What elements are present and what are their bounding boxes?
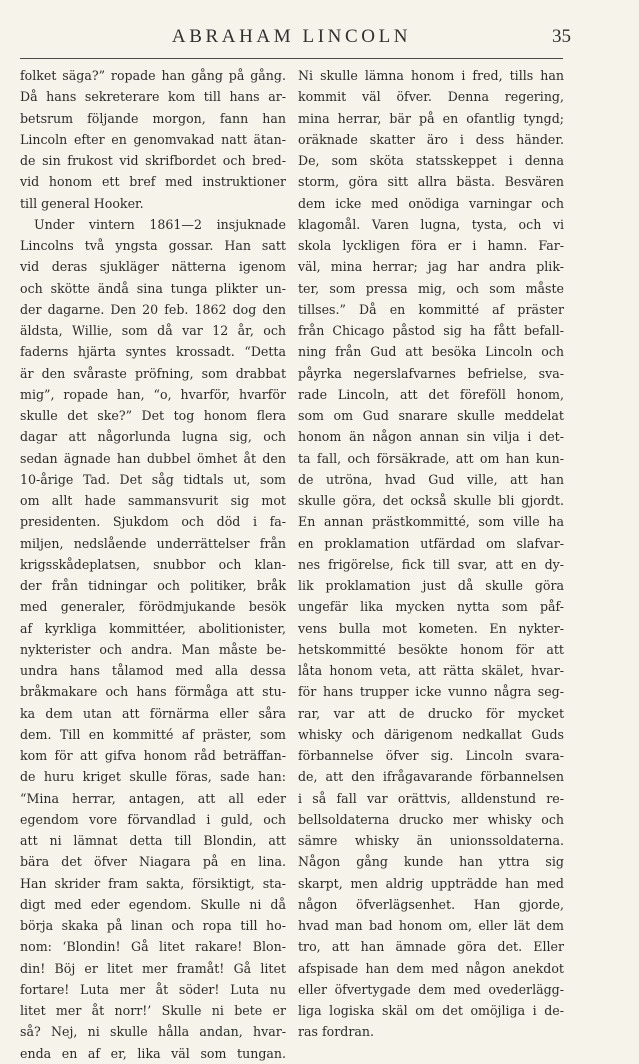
text-line: ter, som pressa mig, och som måste bbox=[298, 280, 564, 296]
text-line: tro, att han ämnade göra det. Eller bbox=[298, 939, 564, 955]
text-line: kommit väl öfver. Denna regering, bbox=[298, 89, 564, 105]
text-line: ka dem utan att förnärma eller såra bbox=[20, 705, 286, 721]
text-line: Ni skulle lämna honom i fred, tills han bbox=[298, 68, 564, 83]
text-line: nes frigörelse, fick till svar, att en dy- bbox=[298, 556, 564, 572]
text-line: dagar att någorlunda lugna sig, och bbox=[20, 429, 286, 445]
page-header bbox=[20, 26, 571, 54]
text-line: de, att den ifrågavarande förbannelsen bbox=[298, 769, 564, 785]
text-line: ras fordran. bbox=[298, 1024, 374, 1040]
text-line: liga logiska skäl om det omöjliga i de- bbox=[298, 1003, 564, 1018]
text-line: skola lyckligen föra er i hamn. Far- bbox=[298, 238, 564, 253]
text-line: vens bulla mot kometen. En nykter- bbox=[298, 620, 564, 636]
text-line: digt med eder egendom. Skulle ni då bbox=[20, 896, 286, 912]
text-line: börja skaka på linan och ropa till ho- bbox=[20, 918, 286, 933]
text-line: dem. Till en kommitté af präster, som bbox=[20, 726, 286, 742]
text-line: bära det öfver Niagara på en lina. bbox=[20, 854, 286, 870]
text-line: bellsoldaterna drucko mer whisky och bbox=[298, 811, 564, 827]
text-line: de sin frukost vid skrifbordet och bred- bbox=[20, 153, 286, 168]
text-line: nom: ‘Blondin! Gå litet rakare! Blon- bbox=[20, 939, 286, 955]
text-line: af kyrkliga kommittéer, abolitionister, bbox=[20, 620, 286, 636]
text-line: för hans trupper icke vunno några seg- bbox=[298, 684, 564, 700]
text-line: påyrka negerslafvarnes befrielse, sva- bbox=[298, 365, 564, 381]
text-line: skulle det ske?” Det tog honom flera bbox=[20, 408, 286, 423]
text-line: de huru kriget skulle föras, sade han: bbox=[20, 769, 286, 785]
text-line: storm, göra sitt allra bästa. Besvären bbox=[298, 174, 564, 190]
text-line: 10-årige Tad. Det såg tidtals ut, som bbox=[20, 471, 286, 487]
text-line: mig”, ropade han, “o, hvarför, hvarför bbox=[20, 386, 286, 402]
text-line: förbannelse öfver sig. Lincoln svara- bbox=[298, 748, 564, 763]
text-line: Lincolns två yngsta gossar. Han satt bbox=[20, 238, 286, 253]
text-column-left bbox=[20, 65, 286, 1064]
text-line: egendom vore förvandlad i guld, och bbox=[20, 811, 286, 827]
text-line: fortare! Luta mer åt söder! Luta nu bbox=[20, 981, 286, 997]
text-line: whisky och därigenom nedkallat Guds bbox=[298, 726, 564, 742]
text-line: betsrum följande morgon, fann han bbox=[20, 110, 286, 126]
text-line: ungefär lika mycken nytta som påf- bbox=[298, 599, 564, 615]
text-line: väl, mina herrar; jag har andra plik- bbox=[298, 259, 564, 275]
text-line: folket säga?” ropade han gång på gång. bbox=[20, 68, 286, 83]
text-line: de utröna, hvad Gud ville, att han bbox=[298, 471, 564, 487]
text-line: undra hans tålamod med alla dessa bbox=[20, 663, 286, 678]
text-line: ta fall, och försäkrade, att om han kun- bbox=[298, 450, 564, 466]
text-line: tillses.” Då en kommitté af präster bbox=[298, 301, 564, 317]
text-line: att ni lämnat detta till Blondin, att bbox=[20, 833, 286, 848]
text-line: klagomål. Varen lugna, tysta, och vi bbox=[298, 216, 564, 232]
text-line: låta honom veta, att rätta skälet, hvar- bbox=[298, 663, 564, 678]
text-line: rar, var att de drucko för mycket bbox=[298, 705, 564, 721]
text-line: med generaler, förödmjukande besök bbox=[20, 599, 286, 615]
text-line: bråkmakare och hans förmåga att stu- bbox=[20, 684, 286, 700]
text-line: litet mer åt norr!’ Skulle ni bete er bbox=[20, 1003, 286, 1018]
text-line: någon öfverlägsenhet. Han gjorde, bbox=[298, 896, 564, 912]
text-line: äldsta, Willie, som då var 12 år, och bbox=[20, 323, 286, 338]
text-line: presidenten. Sjukdom och död i fa- bbox=[20, 514, 286, 530]
text-line: vid honom ett bref med instruktioner bbox=[20, 174, 286, 190]
text-line: så? Nej, ni skulle hålla andan, hvar- bbox=[20, 1024, 286, 1040]
text-line: om allt hade sammansvurit sig mot bbox=[20, 493, 286, 508]
text-line: mina herrar, bär på en ofantlig tyngd; bbox=[298, 110, 564, 126]
text-line: dem icke med onödiga varningar och bbox=[298, 195, 564, 211]
text-line: “Mina herrar, antagen, att all eder bbox=[20, 790, 286, 806]
text-line: Någon gång kunde han yttra sig bbox=[298, 854, 564, 870]
text-line: hvad man bad honom om, eller lät dem bbox=[298, 918, 564, 933]
header-rule bbox=[20, 58, 563, 59]
text-line: honom än någon annan sin vilja i det- bbox=[298, 429, 564, 445]
text-line: der från tidningar och politiker, bråk bbox=[20, 578, 286, 593]
text-column-right bbox=[298, 65, 564, 1043]
text-line: är den svåraste pröfning, som drabbat bbox=[20, 365, 286, 381]
text-line: oräknade skatter äro i dess händer. bbox=[298, 131, 564, 147]
text-line: Då hans sekreterare kom till hans ar- bbox=[20, 89, 286, 105]
text-line: som om Gud snarare skulle meddelat bbox=[298, 408, 564, 423]
text-line: lik proklamation just då skulle göra bbox=[298, 578, 564, 593]
text-line: De, som sköta statsskeppet i denna bbox=[298, 153, 564, 168]
text-line: sedan ägnade han dubbel ömhet åt den bbox=[20, 450, 286, 466]
text-line: der dagarne. Den 20 feb. 1862 dog den bbox=[20, 301, 286, 317]
running-title: ABRAHAM LINCOLN bbox=[171, 26, 412, 47]
text-line: enda en af er, lika väl som tungan. bbox=[20, 1045, 286, 1061]
text-line: En annan prästkommitté, som ville ha bbox=[298, 514, 564, 530]
text-line: till general Hooker. bbox=[20, 195, 144, 211]
text-line: Under vintern 1861—2 insjuknade bbox=[34, 216, 286, 232]
text-line: din! Böj er litet mer framåt! Gå litet bbox=[20, 960, 286, 976]
text-line: från Chicago påstod sig ha fått befall- bbox=[298, 323, 564, 338]
text-line: Lincoln efter en genomvakad natt ätan- bbox=[20, 131, 286, 147]
text-line: faderns hjärta syntes krossadt. “Detta bbox=[20, 344, 286, 360]
text-line: skulle göra, det också skulle bli gjordt. bbox=[298, 493, 564, 508]
text-line: sämre whisky än unionssoldaterna. bbox=[298, 833, 564, 848]
text-line: miljen, nedslående underrättelser från bbox=[20, 535, 286, 551]
page-number: 35 bbox=[552, 26, 571, 47]
text-line: afspisade han dem med någon anekdot bbox=[298, 960, 564, 976]
text-line: skarpt, men aldrig uppträdde han med bbox=[298, 875, 564, 891]
text-line: i så fall var orättvis, alldenstund re- bbox=[298, 790, 564, 806]
text-line: hetskommitté besökte honom för att bbox=[298, 641, 564, 657]
text-line: Han skrider fram sakta, försiktigt, sta- bbox=[20, 875, 286, 891]
text-line: eller öfvertygade dem med ovederlägg- bbox=[298, 981, 564, 997]
text-line: nykterister och andra. Man måste be- bbox=[20, 641, 286, 657]
text-line: en proklamation utfärdad om slafvar- bbox=[298, 535, 564, 551]
text-line: krigsskådeplatsen, snubbor och klan- bbox=[20, 556, 286, 572]
text-line: rade Lincoln, att det föreföll honom, bbox=[298, 386, 564, 402]
text-line: ning från Gud att besöka Lincoln och bbox=[298, 344, 564, 360]
text-line: kom för att gifva honom råd beträffan- bbox=[20, 748, 286, 763]
text-line: och skötte ändå sina tunga plikter un- bbox=[20, 280, 286, 296]
text-line: vid deras sjukläger nätterna igenom bbox=[20, 259, 286, 275]
